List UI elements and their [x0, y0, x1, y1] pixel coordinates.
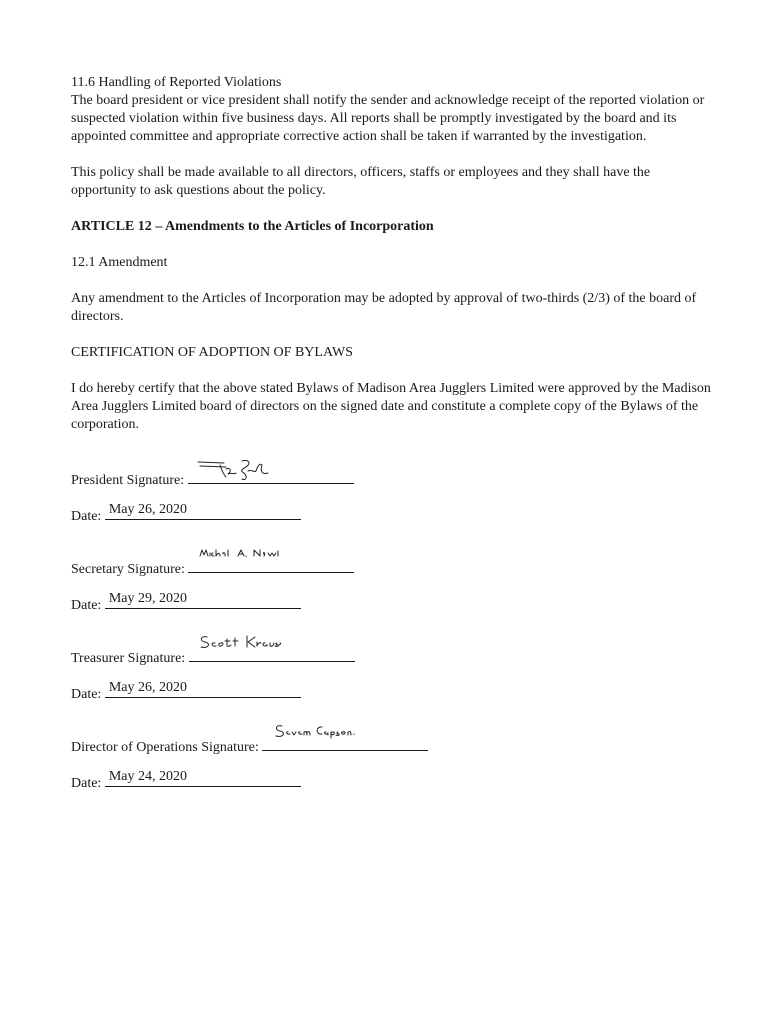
- president-signature-label: President Signature:: [71, 473, 185, 488]
- secretary-date-row: [71, 591, 711, 613]
- certification-body: I do hereby certify that the above stated Bylaws of Madison Area Jugglers Limited were approved by the Madison Area Jugglers Limited board of directors on the signed date and constitute a complete copy of the Bylaws of the corporation.: [71, 381, 711, 432]
- director-of-operations-signature-row: [71, 736, 711, 754]
- policy-availability-paragraph: This policy shall be made available to all directors, officers, staffs or employees and they shall have the opportunity to ask questions about the policy.: [71, 165, 651, 198]
- director-of-operations-date-value: May 24, 2020: [108, 769, 187, 784]
- secretary-signature-row: [71, 558, 711, 576]
- president-signature-row: [71, 469, 711, 487]
- article-12-heading: ARTICLE 12 – Amendments to the Articles of Incorporation: [71, 219, 434, 234]
- secretary-signature-line: [188, 558, 354, 573]
- director-of-operations-date-line: [105, 769, 301, 787]
- director-of-operations-date-label: Date:: [71, 776, 102, 791]
- president-date-label: Date:: [71, 509, 102, 524]
- certification-heading: CERTIFICATION OF ADOPTION OF BYLAWS: [71, 345, 353, 360]
- director-of-operations-signature-line: [262, 736, 428, 751]
- treasurer-date-label: Date:: [71, 687, 102, 702]
- treasurer-signature-label: Treasurer Signature:: [71, 651, 186, 666]
- treasurer-signature-row: [71, 647, 711, 665]
- president-date-value: May 26, 2020: [108, 502, 187, 517]
- president-signature-line: [188, 469, 354, 484]
- president-signature-image: [196, 457, 276, 483]
- section-11-6-body: The board president or vice president shall notify the sender and acknowledge receipt of the reported violation or suspected violation within five business days. All reports shall be promptly investigated by the board and its appointed committee and appropriate corrective action shall be taken if warranted by the investigation.: [71, 93, 705, 144]
- secretary-signature-image: [198, 546, 282, 562]
- treasurer-date-row: [71, 680, 711, 702]
- director-of-operations-signature-label: Director of Operations Signature:: [71, 740, 259, 755]
- secretary-date-value: May 29, 2020: [108, 591, 187, 606]
- article-12-body: Any amendment to the Articles of Incorporation may be adopted by approval of two-thirds (2/3) of the board of directors.: [71, 291, 697, 324]
- director-of-operations-signature-image: [272, 722, 356, 740]
- bylaws-page: [71, 74, 711, 790]
- article-12-subheading: 12.1 Amendment: [71, 255, 168, 270]
- secretary-signature-label: Secretary Signature:: [71, 562, 185, 577]
- treasurer-date-line: [105, 680, 301, 698]
- director-of-operations-date-row: [71, 769, 711, 791]
- section-11-6-title: 11.6 Handling of Reported Violations: [71, 75, 282, 90]
- secretary-date-line: [105, 591, 301, 609]
- treasurer-date-value: May 26, 2020: [108, 680, 187, 695]
- secretary-date-label: Date:: [71, 598, 102, 613]
- treasurer-signature-line: [189, 647, 355, 662]
- president-date-row: [71, 502, 711, 524]
- treasurer-signature-image: [197, 633, 281, 651]
- president-date-line: [105, 502, 301, 520]
